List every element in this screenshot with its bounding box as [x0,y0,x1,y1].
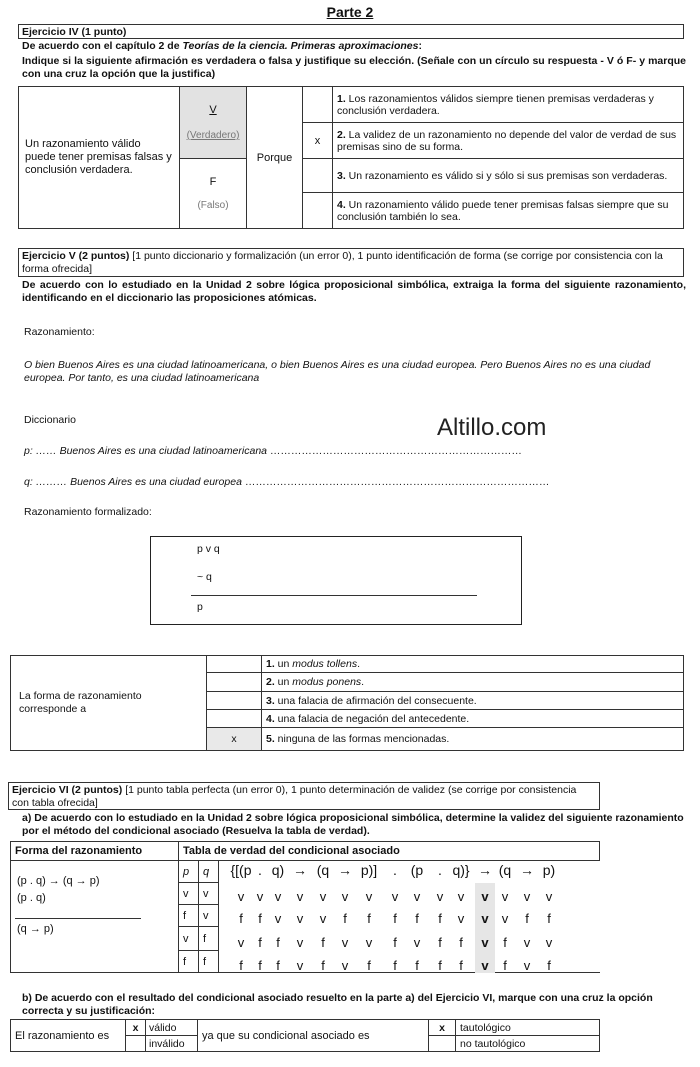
truth-value-r1-c8: v [391,889,399,904]
ex6-a-instructions: a) De acuerdo con lo estudiado en la Unidad 2 sobre lógica proposicional simbólica, determine la validez del siguiente razonamiento por el método del condicional asociado (Resuelva la tabla de verdad). [22,812,684,837]
premise-1: p v q [197,543,220,555]
expr-token-12: → [478,862,492,878]
razonamiento-label: Razonamiento: [24,326,95,338]
truth-value-r4-c9: f [415,958,419,973]
pq-row-4-p: f [179,951,199,973]
form-premise-1: (p . q) → (q → p) [17,875,100,887]
truth-value-r2-c8: f [393,911,397,926]
pq-row-4-q: f [199,951,219,973]
validity-table [10,1019,600,1052]
expr-token-13: (q [498,862,512,878]
truth-value-r3-c1: v [237,935,245,950]
truth-value-r2-c1: f [239,911,243,926]
expr-token-10: . [438,862,442,878]
form-option-2: 2. un modus ponens. [262,673,684,692]
expr-token-11: q)} [452,862,470,878]
ex6-title: Ejercicio VI (2 puntos) [1 punto tabla perfecta (un error 0), 1 punto determinación de validez (se corrige por consistencia con tabla ofrecida] [8,782,600,810]
expr-token-14: → [520,862,534,878]
form-option-3: 3. una falacia de afirmación del consecuente. [262,692,684,710]
pq-row-3-p: v [179,927,199,951]
dict-p: p: …… Buenos Aires es una ciudad latinoamericana ……………………………………………………………… [24,445,522,457]
formal-box [150,536,522,625]
truth-value-r2-c11: v [457,911,465,926]
ex4-false-choice[interactable]: F (Falso) [180,159,247,229]
ex4-mark-3[interactable] [303,159,333,193]
truth-value-r3-c10: f [438,935,442,950]
truth-value-r2-c4: v [296,911,304,926]
form-conclusion: (q → p) [17,923,54,935]
truth-value-r2-c3: v [274,911,282,926]
col-tabla-header: Tabla de verdad del condicional asociado [179,842,600,861]
truth-table [10,841,600,973]
ex4-option-1: 1. Los razonamientos válidos siempre tienen premisas verdaderas y conclusión verdadera. [333,87,684,123]
form-mark-2[interactable] [207,673,262,692]
form-mark-3[interactable] [207,692,262,710]
truth-value-r2-c10: f [438,911,442,926]
ex5-instructions: De acuerdo con lo estudiado en la Unidad 2 sobre lógica proposicional simbólica, extraiga la forma del siguiente razonamiento, identificando en el diccionario las proposiciones atómicas. [22,279,686,304]
truth-value-r1-c10: v [436,889,444,904]
truth-value-r1-c2: v [256,889,264,904]
ex4-table [18,86,684,229]
q-header: q [199,861,219,883]
truth-value-r2-c12: v [481,911,489,926]
ya-que-label: ya que su condicional asociado es [198,1020,429,1052]
truth-value-r4-c14: v [523,958,531,973]
truth-value-r3-c12: v [481,935,489,950]
form-line [15,918,141,919]
pq-row-1-q: v [199,883,219,905]
valido-option: válido [146,1020,198,1036]
forms-table [10,655,684,751]
truth-value-r3-c13: f [503,935,507,950]
part-title: Parte 2 [326,4,374,20]
tauto-mark[interactable]: x [429,1020,456,1036]
truth-value-r4-c5: f [321,958,325,973]
truth-value-r4-c8: f [393,958,397,973]
truth-value-r3-c7: v [365,935,373,950]
pq-row-3-q: f [199,927,219,951]
form-option-4: 4. una falacia de negación del antecedente. [262,710,684,728]
col-forma-header: Forma del razonamiento [11,842,179,861]
truth-value-r2-c9: f [415,911,419,926]
ex4-mark-2[interactable]: x [303,123,333,159]
truth-value-r4-c6: v [341,958,349,973]
truth-value-r1-c6: v [341,889,349,904]
diccionario-label: Diccionario [24,414,76,426]
truth-value-r3-c8: f [393,935,397,950]
truth-value-r2-c6: f [343,911,347,926]
form-cell [11,861,179,973]
form-mark-1[interactable] [207,656,262,673]
ex4-statement: Un razonamiento válido puede tener premisas falsas y conclusión verdadera. [19,87,180,229]
premise-2: ~ q [197,571,212,583]
ex4-instructions-2: Indique si la siguiente afirmación es verdadera o falsa y justifique su elección. (Señale con un círculo su respuesta - V ó F- y marque con una cruz la opción que la justifica) [22,55,686,80]
truth-value-r1-c11: v [457,889,465,904]
form-option-1: 1. un modus tollens. [262,656,684,673]
truth-value-r2-c2: f [258,911,262,926]
truth-value-r1-c12: v [481,889,489,904]
pq-row-2-p: f [179,905,199,927]
ex6-b-instructions: b) De acuerdo con el resultado del condicional asociado resuelto en la parte a) del Ejercicio VI, marque con una cruz la opción correcta y su justificación: [22,992,653,1017]
truth-value-r3-c4: v [296,935,304,950]
truth-value-r4-c7: f [367,958,371,973]
form-option-5: 5. ninguna de las formas mencionadas. [262,728,684,751]
truth-value-r1-c14: v [523,889,531,904]
razon-es-label: El razonamiento es [11,1020,126,1052]
forma-label: La forma de razonamiento corresponde a [11,656,207,751]
truth-value-r2-c7: f [367,911,371,926]
truth-value-r4-c2: f [258,958,262,973]
pq-row-2-q: v [199,905,219,927]
truth-value-r4-c4: v [296,958,304,973]
form-premise-2: (p . q) [17,892,46,904]
p-header: p [179,861,199,883]
truth-value-r3-c14: v [523,935,531,950]
expr-token-6: → [338,862,352,878]
tauto-option: tautológico [456,1020,600,1036]
truth-value-r2-c15: f [547,911,551,926]
truth-value-r4-c15: f [547,958,551,973]
ex4-mark-1[interactable] [303,87,333,123]
truth-value-r2-c14: f [525,911,529,926]
expr-token-2: . [258,862,262,878]
ex5-title: Ejercicio V (2 puntos) [1 punto diccionario y formalización (un error 0), 1 punto identificación de forma (se corrige por consistencia con la forma ofrecida] [18,248,684,277]
invalido-mark[interactable] [126,1036,146,1052]
truth-value-r3-c15: v [545,935,553,950]
expr-token-1: {[(p [230,862,252,878]
ex4-true-choice[interactable]: V (Verdadero) [180,87,247,159]
truth-value-r2-c13: v [501,911,509,926]
expr-token-9: (p [410,862,424,878]
truth-value-r1-c4: v [296,889,304,904]
expr-token-7: p)] [360,862,378,878]
truth-value-r1-c13: v [501,889,509,904]
truth-value-r3-c11: f [459,935,463,950]
form-mark-4[interactable] [207,710,262,728]
truth-value-r3-c9: v [413,935,421,950]
no-tauto-option: no tautológico [456,1036,600,1052]
truth-value-r1-c15: v [545,889,553,904]
truth-value-r1-c1: v [237,889,245,904]
truth-value-r4-c1: f [239,958,243,973]
invalido-option: inválido [146,1036,198,1052]
expr-token-5: (q [316,862,330,878]
no-tauto-mark[interactable] [429,1036,456,1052]
ex4-option-2: 2. La validez de un razonamiento no depende del valor de verdad de sus premisas sino de su forma. [333,123,684,159]
dict-q: q: ……… Buenos Aires es una ciudad europea …………………………………………………………………………… [24,476,550,488]
form-mark-5[interactable]: x [207,728,262,751]
valido-mark[interactable]: x [126,1020,146,1036]
formalizado-label: Razonamiento formalizado: [24,506,152,518]
expr-token-8: . [393,862,397,878]
expr-token-3: q) [271,862,285,878]
ex4-option-4: 4. Un razonamiento válido puede tener premisas falsas siempre que su conclusión también lo sea. [333,193,684,229]
truth-value-r3-c5: f [321,935,325,950]
truth-value-r4-c10: f [438,958,442,973]
expr-token-4: → [293,862,307,878]
truth-value-r1-c7: v [365,889,373,904]
pq-row-1-p: v [179,883,199,905]
ex4-option-3: 3. Un razonamiento es válido si y sólo si sus premisas son verdaderas. [333,159,684,193]
truth-value-r2-c5: v [319,911,327,926]
truth-value-r3-c2: f [258,935,262,950]
ex4-instructions: De acuerdo con el capítulo 2 de Teorías de la ciencia. Primeras aproximaciones: [22,40,422,52]
truth-value-r4-c11: f [459,958,463,973]
truth-value-r1-c9: v [413,889,421,904]
razonamiento-text: O bien Buenos Aires es una ciudad latinoamericana, o bien Buenos Aires es una ciudad europea. Pero Buenos Aires no es una ciudad europea. Por tanto, es una ciudad latinoamericana [24,359,651,384]
truth-value-r3-c3: f [276,935,280,950]
ex4-mark-4[interactable] [303,193,333,229]
conclusion: p [197,601,203,613]
truth-value-r4-c13: f [503,958,507,973]
truth-value-r4-c3: f [276,958,280,973]
ex4-porque: Porque [247,87,303,229]
expr-token-15: p) [542,862,556,878]
conclusion-line [191,595,477,596]
ex4-title: Ejercicio IV (1 punto) [18,24,684,39]
truth-value-r1-c5: v [319,889,327,904]
truth-value-r3-c6: v [341,935,349,950]
truth-values-cell [219,861,600,973]
watermark-logo: Altillo.com [437,414,547,441]
truth-value-r4-c12: v [481,958,489,973]
truth-value-r1-c3: v [274,889,282,904]
